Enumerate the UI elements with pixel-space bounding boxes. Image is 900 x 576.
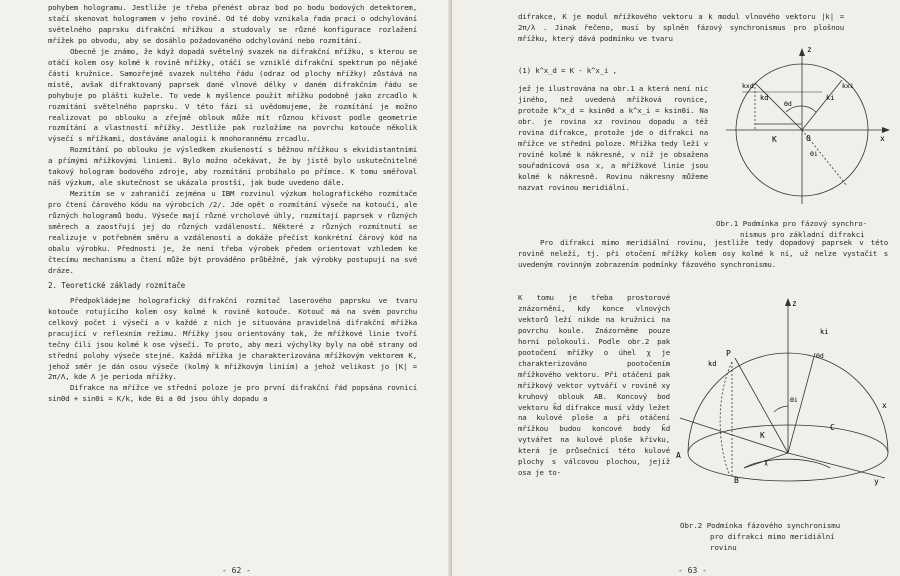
- equation-1: (1) k^x_d = K - k^x_i ,: [518, 66, 617, 75]
- label-kd: kd: [760, 94, 769, 102]
- label-K: K: [760, 431, 765, 440]
- label-theta-d: Θd: [816, 352, 824, 360]
- text-paragraph: Pro difrakci mimo meridiální rovinu, jestliže tedy dopadový paprsek v této rovině neleží, tj. při otočení mřížky kolem osy kolmé k ní, už nelze vystačit s uvedeným rovinným zobrazením podmínky fázového synchronismu.: [518, 238, 888, 269]
- text-paragraph: difrakce, K je modul mřížkového vektoru a k modul vlnového vektoru |k| = 2π/λ . Jinak řečeno, musí by splněn fázový synchronismus pro plošnou mřížku, který dává podmínku ve tvaru: [518, 12, 844, 43]
- figure-2-caption: Obr.2 Podmínka fázového synchronismu pro difrakci mimo meridiální rovinu: [680, 521, 841, 552]
- text-paragraph: Obecně je známo, že když dopadá světelný svazek na difrakční mřížku, s kterou se otáčí kolem osy kolmé k rovině mřížky, otáčí se vzniklé difrakční spektrum po nějaké části kružnice. Samozřejmě svazek nultého řádu (odraz od plochy mřížky) zůstává na místě, avšak difraktovaný paprsek dané vlnové délky v daném difrakčním řádu se pohybuje po plášti kužele. To vede k myšlence použít mřížku podobně jako zrcadlo k rozmítání světelného paprsku. V této fázi si uvědomujeme, že rozmítání je možno realizovat po oblouku a zřejmě oblouk může mít různou křivost podle geometrie rozmítání a vlastností mřížky. Jestliže pak rozložíme na povrchu kotouče několik výsečí s mřížkami, dostáváme analogii k mnohorannému zrcadlu.: [48, 46, 417, 144]
- label-theta-d: Θd: [784, 100, 792, 108]
- label-theta-i: Θi: [790, 396, 798, 404]
- text-paragraph: K tomu je třeba prostorové znázornění, kdy konce vlnových vektorů leží nikde na kružnici na povrchu koule. Znázorněme pouze horní polokouli. Podle obr.2 pak pootočení mřížky o úhel χ je charakterizováno pootočením mřížkového vektoru. Při otáčení pak mřížkový vektor vytváří v rovině xy kruhový oblouk AB. Koncový bod vektoru k̄d difrakce musí vždy ležet na kulové ploše a při otáčení mřížkou budou koncové body k̄d vytvářet na kulové ploše křivku, která je průsečnicí této kulové plochy s válcovou plochou, jejíž osa je to-: [518, 293, 670, 478]
- label-x: x: [882, 401, 887, 410]
- label-y: y: [874, 477, 879, 486]
- text-paragraph: pohybem hologramu. Jestliže je třeba přenést obraz bod po bodu bodových detektorem, stačí skenovat hologramem v jeho rovině. Od té doby vznikala řada prací o odchylování světelného paprsku difrakční mřížkou a studovaly se různé konfigurace rozlažení mřížek po obvodu, aby se dosáhlo požadovaného odchylování nebo rozmítání.: [48, 3, 417, 45]
- z-arrow-icon: [799, 48, 805, 56]
- label-origin: 0: [806, 134, 811, 143]
- label-B: B: [734, 476, 739, 485]
- label-kix: kxi: [842, 82, 854, 90]
- label-ki: ki: [820, 328, 829, 336]
- angle-arc-i: [802, 106, 816, 112]
- label-z: z: [807, 45, 812, 54]
- label-theta-i: Θi: [810, 150, 818, 158]
- text-paragraph: Mezitím se v zahraničí zejména u IBM rozvinul výzkum holografického rozmítače pro čtení čárového kódu na výrobcích /2/. Jde opět o rozmítání výseče na kotouči, ale různých hologramů bodu. Výseče mají různé vrcholové úhly, rozmítají paprsek v různých směrech a zaostřují jej do různých vzdáleností. Některé z různých rozmítnutí se realizuje v potřebném směru a vzdálenosti a dokáže přečíst konkrétní čárový kód na obalu výrobku. Přednosti je, že není třeba výrobek předem orientovat vzhledem ke čtecímu mechanismu a čtení může být prováděno průběžně, jak výrobky postupují na své dráze.: [48, 189, 417, 275]
- left-text-column: [48, 3, 417, 405]
- figure-2-diagram: [670, 298, 895, 493]
- label-chi: χ: [764, 458, 769, 466]
- label-K: K: [772, 135, 777, 144]
- x-arrow-icon: [882, 127, 890, 133]
- intersection-curve: [720, 362, 732, 476]
- right-column-1: [518, 84, 708, 194]
- label-C: C: [830, 423, 835, 432]
- page-number-62: - 62 -: [222, 566, 251, 575]
- text-paragraph: Rozmítání po oblouku je výsledkem zkušeností s běžnou mřížkou s ekvidistantními a přímými mřížkovými liniemi. Bylo možno očekávat, že by jistě bylo uskutečnitelné takový hologram bodového zdroje, aby rozmítání probíhalo po přímce. K tomu směřoval náš výzkum, ale skutečnost se ukázala prostší, jak bude uvedeno dále.: [48, 145, 417, 188]
- label-kd: kd: [708, 360, 717, 368]
- section-heading: 2. Teoretické základy rozmítače: [48, 280, 186, 290]
- label-ki: ki: [826, 94, 835, 102]
- right-column-2: [518, 293, 670, 479]
- label-A: A: [676, 451, 681, 460]
- z-arrow-icon: [785, 298, 791, 306]
- label-z: z: [792, 299, 797, 308]
- page-number-63: - 63 -: [678, 566, 707, 575]
- figure-1-caption: Obr.1 Podmínka pro fázový synchro- nismus pro základní difrakci: [716, 219, 868, 239]
- text-paragraph: jež je ilustrována na obr.1 a která není nic jiného, než uvedená mřížková rovnice, protože k^x_d = ksinΘd a k^x_i = ksinΘi. Na obr. je rovina xz rovinou dopadu a též rovina difrakce, protože jde o difrakci na mřížce ve střední poloze. Mřížka tedy leží v rovině kolmé k nákresně, v níž je obsažena souřadnicová osa x, a mřížkové linie jsou kolmé k nákresně. Rovinu nákresny můžeme nazvat rovinou meridiální.: [518, 84, 708, 192]
- label-x: x: [880, 134, 885, 143]
- angle-arc-i: [774, 406, 788, 412]
- right-full-paragraph: [518, 238, 888, 271]
- label-kdx: kxd: [742, 82, 754, 90]
- vector-ki: [802, 80, 842, 130]
- label-P: P: [726, 349, 731, 358]
- text-paragraph: Difrakce na mřížce ve střední poloze je pro první difrakční řád popsána rovnicí sinΘd + sinΘi = K/k, kde Θi a Θd jsou úhly dopadu a: [48, 383, 417, 404]
- text-paragraph: Předpokládejme holografický difrakční rozmítač laserového paprsku ve tvaru kotouče rotujícího kolem osy kolmé k rovině kotouče. Kotouč má na svém povrchu celkový počet i výsečí a v každé z nich je situována pravidelná difrakční mřížka pracující v reflexním režimu. Mřížky jsou orientovány tak, že mřížkové linie tvoří tečny čili jsou kolmé k ose výsečí. To proto, aby mezi výchylky byly na obě strany od střední polohy výseče stejné. Každá mřížka je charakterizována mřížkovým vektorem K, jehož směr je dán osou výseče (kolmý k mřížkovým liniím) a jehož velikost jo |K| = 2π/Λ, kde Λ je perioda mřížky.: [48, 295, 417, 382]
- figure-1-diagram: [722, 26, 892, 211]
- y-axis: [788, 453, 885, 478]
- page-63: [452, 0, 900, 576]
